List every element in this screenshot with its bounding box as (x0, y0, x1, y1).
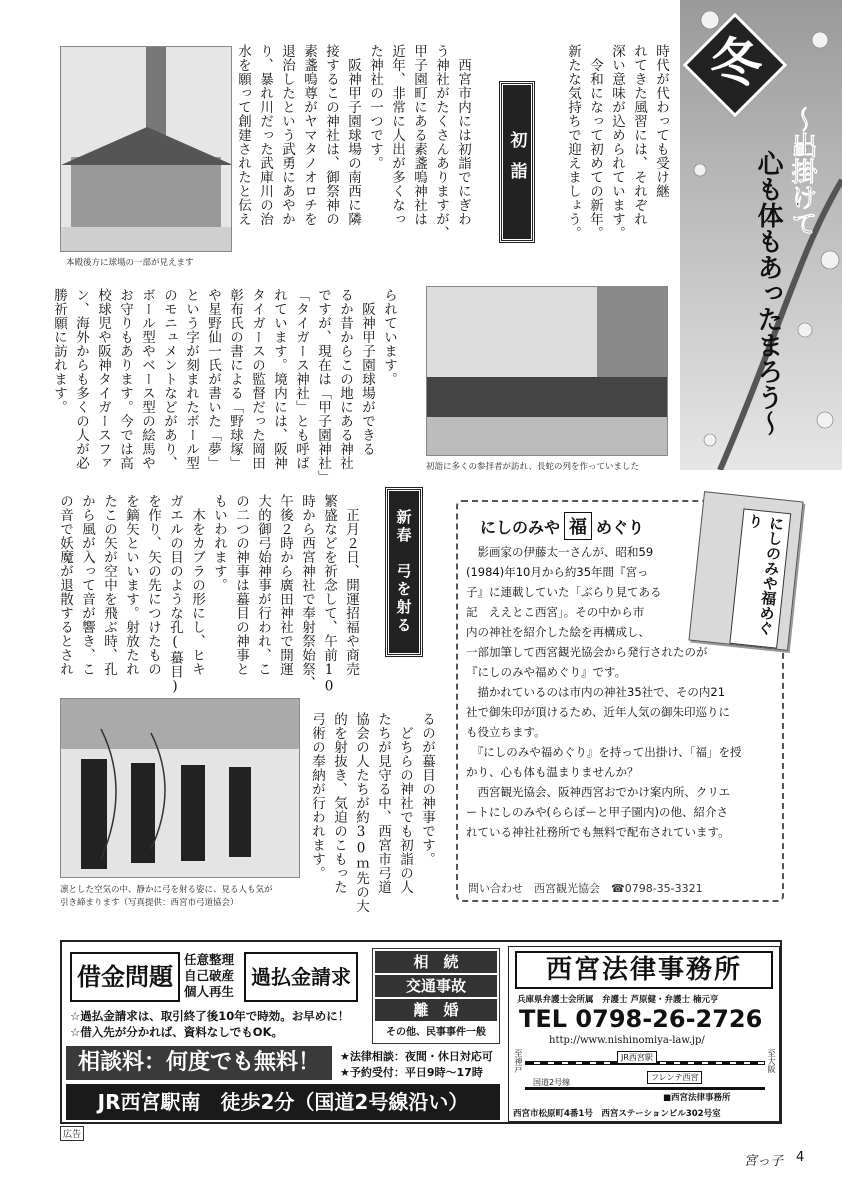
fukumeguri-title (480, 512, 644, 540)
fukumeguri-body: 影画家の伊藤太一さんが、昭和59 (1984)年10月から約35年間『宮っ 子』に連載していた「ぶらり見てある 記 ええとこ西宮」。その中から市 内の神社を紹介した絵を再構成し、 一部加筆して西宮観光協会から発行されたのが 『にしのみや福めぐり』です。 描かれているのは市内の神社35社で、その内21 社で御朱印が頂けるため、近年人気の御朱印巡りに も役立ちます。 『にしのみや福めぐり』を持って出掛け、「福」を授 かり、心も体も温まりませんか？ 西宮観光協会、阪神西宮おでかけ案内所、クリエ ートにしのみや(ららぽーと甲子園内)の他、紹介さ れている神社社務所でも無料で配布されています。 (466, 545, 742, 839)
firm-sub: 兵庫県弁護士会所属 弁護士 芦原健・弁護士 楠元亨 (517, 995, 719, 1005)
hours-1: ★法律相談：夜間・休日対応可 (340, 1050, 493, 1063)
consult-banner: 相談料：何度でも無料！ (66, 1046, 332, 1080)
map-east-label: 至大阪 (767, 1049, 776, 1073)
map-station: JR西宮駅 (617, 1051, 657, 1064)
firm-address: 西宮市松原町4番1号 西宮ステーションビル302号室 (513, 1109, 721, 1119)
header-decoration (680, 0, 842, 470)
page-number: 4 (796, 1150, 805, 1165)
note-1: ☆過払金請求は、取引終了後10年で時効。お早めに！ (70, 1009, 350, 1023)
service-item: 個人再生 (184, 984, 235, 999)
hatsumode-para2: られています。 阪神甲子園球場ができる るか昔からこの地にある神社 ですが、現在は「甲子園神社」 「タイガース神社」とも呼ば れています。境内には、阪神 タイガースの監督だった岡田 彰布氏の書による「野球塚」 や星野仙一氏が書いた「夢」 という字が刻まれたボール型 のモニュメントなどがあり、 ボール型やベース型の絵馬や お守りもあります。今では高 校球児や阪神タイガースファ ン、海外からも多くの人が必 勝祈願に訪れます。 (51, 288, 397, 484)
yumi-heading: 新春 弓を射る (386, 488, 422, 656)
crowd-photo (426, 286, 668, 456)
shrine-photo (60, 46, 232, 252)
law-office-ad (60, 940, 782, 1124)
note-2: ☆借入先が分かれば、資料なしでもOK。 (70, 1025, 283, 1039)
case-other: その他、民事事件一般 (386, 1027, 486, 1038)
fukumeguri-contact: 問い合わせ 西宮観光協会 ☎0798-35-3321 (468, 882, 703, 895)
shrine-photo-caption: 本殿後方に球場の一部が見えます (66, 258, 194, 268)
shrine-photo-image (61, 47, 232, 252)
book-title: にしのみや福めぐり (729, 508, 791, 648)
access-banner: JR西宮駅南 徒歩2分（国道2号線沿い） (66, 1084, 500, 1120)
magazine-name: 宮っ子 (744, 1154, 784, 1169)
firm-tel: TEL 0798-26-2726 (519, 1005, 763, 1033)
firm-block (508, 946, 780, 1122)
hatsumode-para1: 西宮市内には初詣でにぎわ う神社がたくさんありますが、 甲子園町にある素盞嗚神社は 近年、非常に人出が多くなっ た神社の一つです。 阪神甲子園球場の南西に隣 接するこの神社は、御祭神の 素盞嗚尊がヤマタノオロチを 退治したという武勇にあやか り、暴れ川だった武庫川の治 水を願って創建されたと伝え (235, 44, 471, 240)
hatsumode-heading: 初詣 (500, 82, 534, 242)
archery-photo-image (61, 699, 300, 878)
fukumeguri-title-prefix: にしのみや (480, 517, 561, 537)
crowd-photo-image (427, 287, 668, 456)
case-item: 交通事故 (375, 975, 497, 997)
ad-label: 広告 (60, 1126, 84, 1141)
cases-block (372, 948, 500, 1044)
service-item: 任意整理 (184, 952, 235, 967)
headline-1: ～出掛けて (787, 106, 817, 236)
fukumeguri-book-cover (688, 491, 803, 651)
hours-2: ★予約受付：平日9時～17時 (340, 1066, 483, 1079)
map-west-label: 至神戸 (514, 1049, 523, 1073)
overpay-label: 過払金請求 (244, 952, 358, 1002)
firm-name: 西宮法律事務所 (515, 951, 773, 989)
case-item: 離 婚 (375, 999, 497, 1021)
debt-label: 借金問題 (70, 952, 180, 1002)
fukumeguri-title-suffix: めぐり (596, 517, 645, 537)
map-office: ■西宮法律事務所 (663, 1093, 731, 1103)
headline-2: 心も体もあったまろう～ (753, 150, 783, 436)
archery-photo-caption: 凛とした空気の中、静かに弓を射る姿に、見る人も気が 引き締まります（写真提供：西宮市弓道協会） (60, 885, 273, 908)
archery-photo (60, 698, 300, 878)
season-char: 冬 (709, 33, 762, 94)
yumi-para2: るのが蟇目の神事です。 どちらの神社でも初詣の人 たちが見守る中、西宮市弓道 協会の人たちが約30ｍ先の大 的を射抜き、気迫のこもった 弓術の奉納が行われます。 (309, 712, 435, 913)
map-road: 国道2号線 (533, 1078, 571, 1087)
access-map (513, 1049, 777, 1105)
intro-text: 時代が代わっても受け継 れてきた風習には、それぞれ 深い意味が込められています。 令和になって初めての新年。 新たな気持ちで迎えましょう。 (565, 44, 669, 240)
crowd-photo-caption: 初詣に多くの参拝者が訪れ、長蛇の列を作っていました (426, 462, 640, 472)
fukumeguri-title-box: 福 (564, 512, 592, 540)
firm-url-link[interactable]: http://www.nishinomiya-law.jp/ (549, 1035, 705, 1046)
case-item: 相 続 (375, 951, 497, 973)
map-shop: フレンテ西宮 (647, 1071, 702, 1084)
yumi-para1: 正月２日、開運招福や商売 繁盛などを祈念して、午前10 時から西宮神社で奉射祭始祭、 午後２時から廣田神社で開運 大的御弓始神事が行われ、こ の二つの神事は蟇目の神事と もいわれます。 木をカブラの形にし、ヒキ ガエルの目のような孔(蟇目) を作り、矢の先につけたもの を鏑矢といいます。射放たれ たこの矢が空中を飛ぶ時、孔 から風が入って音が響き、こ の音で妖魔が退散するとされ (57, 494, 359, 695)
service-item: 自己破産 (184, 968, 235, 983)
service-list (184, 952, 240, 1002)
